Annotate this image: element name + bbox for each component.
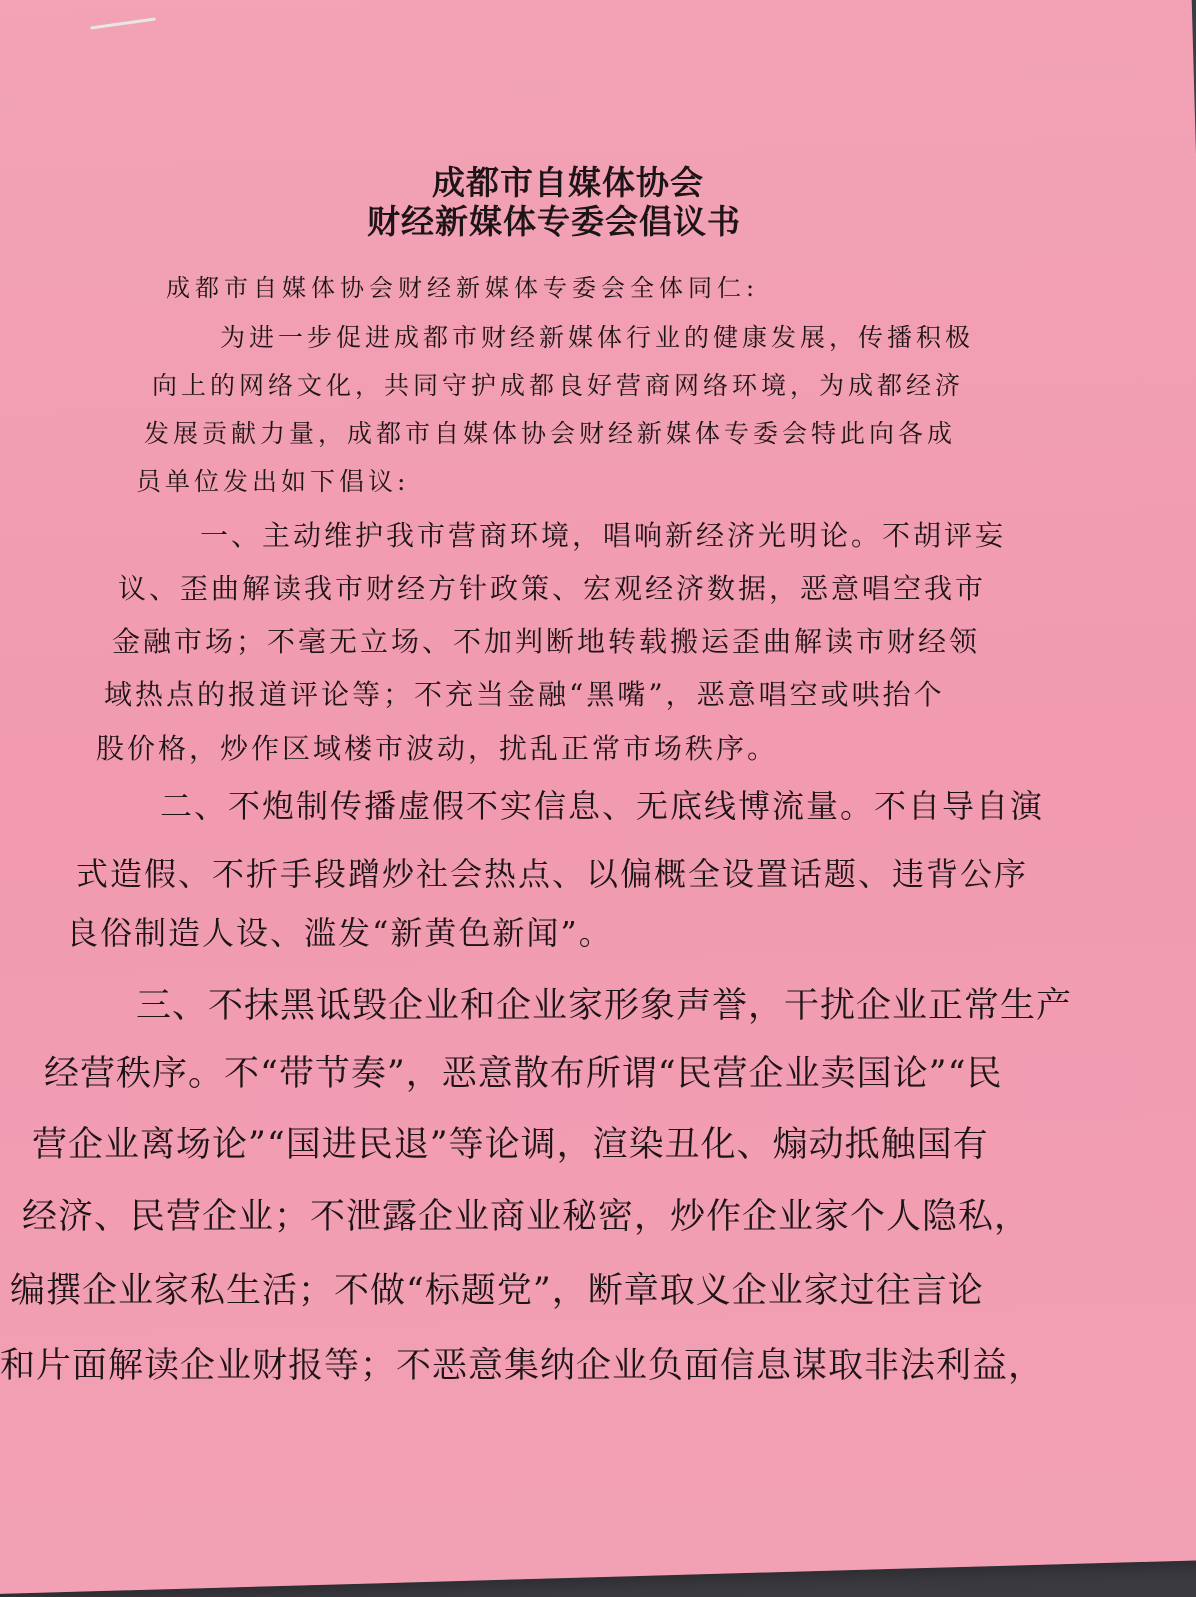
item3-line-6: 和片面解读企业财报等；不恶意集纳企业负面信息谋取非法利益， bbox=[0, 1346, 1045, 1386]
item3-line-5: 编撰企业家私生活；不做“标题党”，断章取义企业家过往言论 bbox=[10, 1271, 984, 1311]
item1-line-1: 一、主动维护我市营商环境，唱响新经济光明论。不胡评妄 bbox=[200, 519, 1007, 552]
item3-line-1: 三、不抹黑诋毁企业和企业家形象声誉，干扰企业正常生产 bbox=[136, 986, 1073, 1026]
item3-line-2: 经营秩序。不“带节奏”，恶意散布所谓“民营企业卖国论”“民 bbox=[44, 1054, 1003, 1094]
document-title-line-2: 财经新媒体专委会倡议书 bbox=[367, 202, 741, 241]
intro-line-2: 向上的网络文化，共同守护成都良好营商网络环境，为成都经济 bbox=[152, 371, 965, 400]
item3-line-3: 营企业离场论”“国进民退”等论调，渲染丑化、煽动抵触国有 bbox=[32, 1125, 989, 1165]
intro-line-1: 为进一步促进成都市财经新媒体行业的健康发展，传播积极 bbox=[220, 323, 975, 352]
intro-line-4: 员单位发出如下倡议: bbox=[136, 467, 410, 496]
item2-line-1: 二、不炮制传播虚假不实信息、无底线博流量。不自导自演 bbox=[160, 787, 1045, 825]
item1-line-4: 域热点的报道评论等；不充当金融“黑嘴”，恶意唱空或哄抬个 bbox=[104, 678, 945, 711]
item3-line-4: 经济、民营企业；不泄露企业商业秘密，炒作企业家个人隐私， bbox=[22, 1197, 1031, 1237]
item1-line-2: 议、歪曲解读我市财经方针政策、宏观经济数据，恶意唱空我市 bbox=[118, 572, 987, 605]
item1-line-5: 股价格，炒作区域楼市波动，扰乱正常市场秩序。 bbox=[96, 732, 779, 765]
item2-line-2: 式造假、不折手段蹭炒社会热点、以偏概全设置话题、违背公序 bbox=[76, 855, 1029, 893]
item1-line-3: 金融市场；不毫无立场、不加判断地转载搬运歪曲解读市财经领 bbox=[112, 625, 981, 658]
document-title-line-1: 成都市自媒体协会 bbox=[432, 163, 704, 202]
salutation: 成都市自媒体协会财经新媒体专委会全体同仁: bbox=[166, 274, 760, 302]
intro-line-3: 发展贡献力量，成都市自媒体协会财经新媒体专委会特此向各成 bbox=[144, 419, 957, 448]
item2-line-3: 良俗制造人设、滥发“新黄色新闻”。 bbox=[66, 914, 613, 952]
